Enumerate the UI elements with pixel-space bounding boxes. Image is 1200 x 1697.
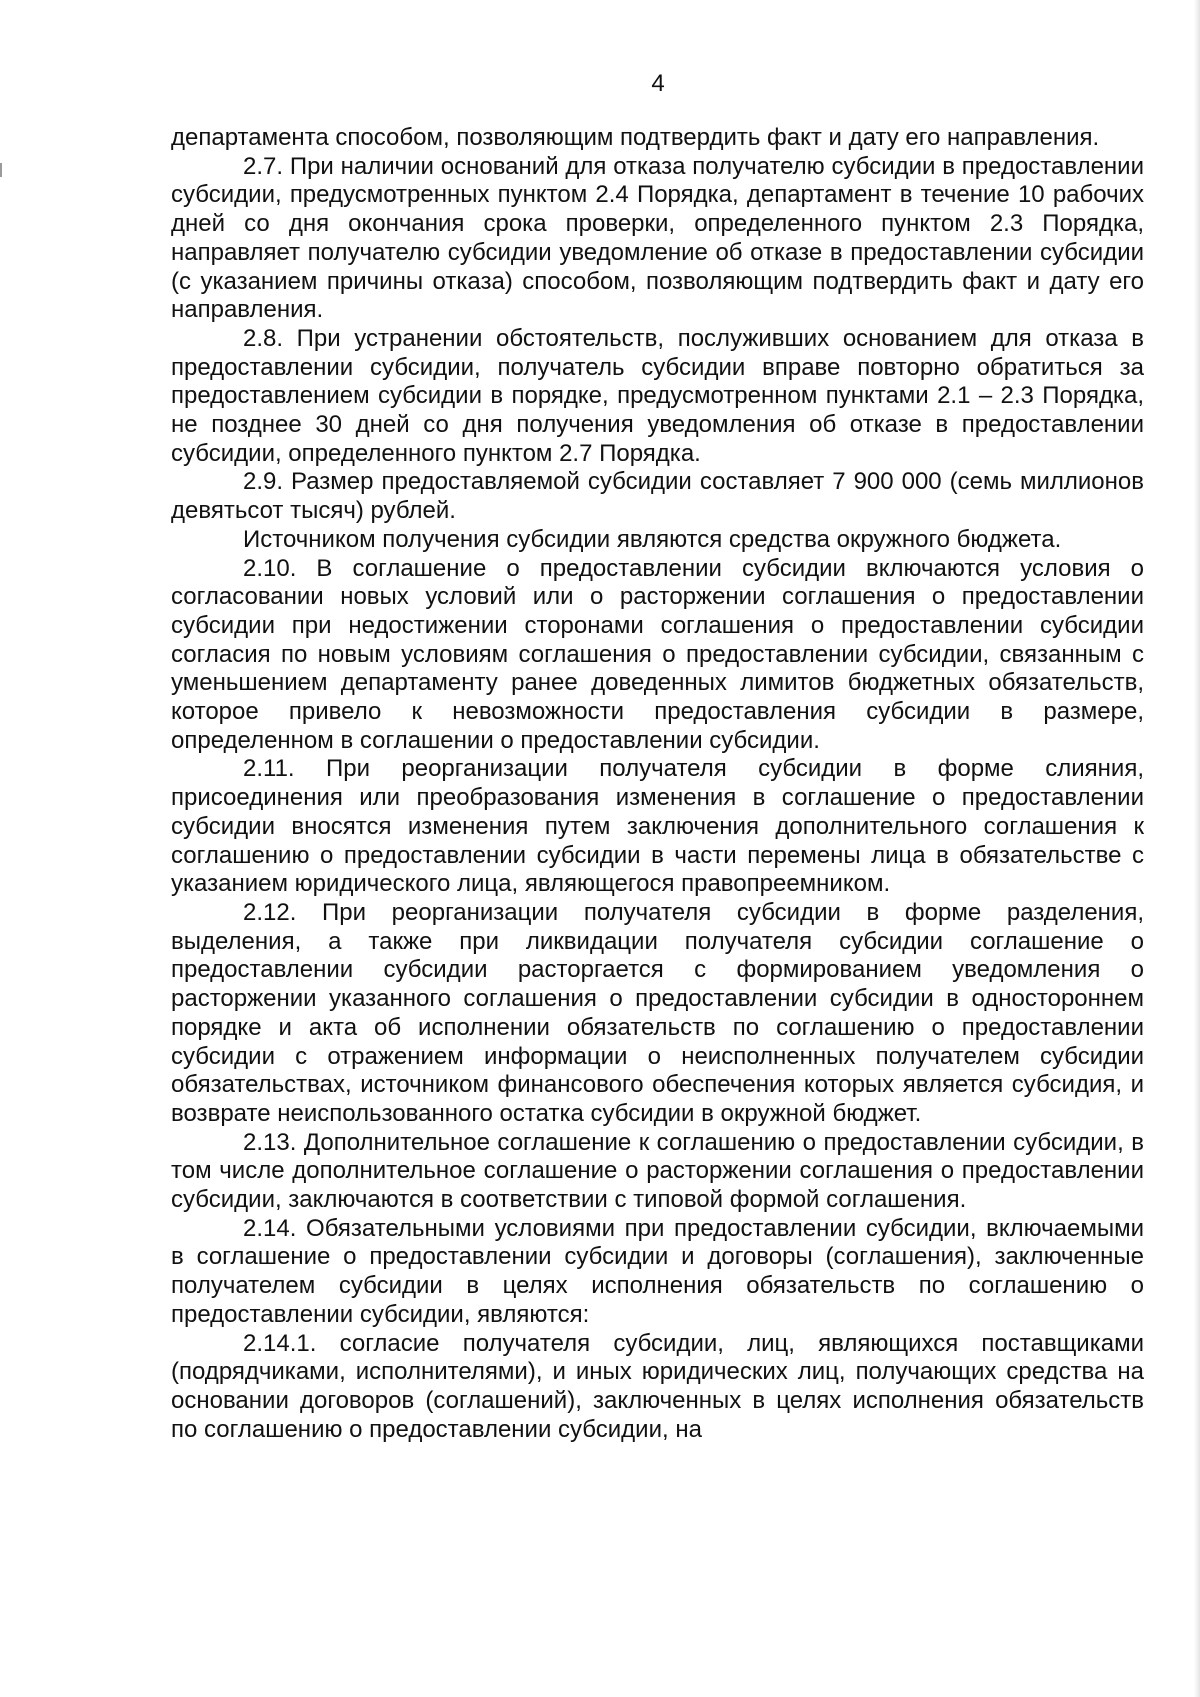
paragraph-2-7: 2.7. При наличии оснований для отказа получателю субсидии в предоставлении субсидии, предусмотренных пунктом 2.4 Порядка, департамент в течение 10 рабочих дней со дня окончания срока проверки, определенного пунктом 2.3 Порядка, направляет получателю субсидии уведомление об отказе в предоставлении субсидии (с указанием причины отказа) способом, позволяющим подтвердить факт и дату его направления. xyxy=(171,152,1144,324)
paragraph-2-9: 2.9. Размер предоставляемой субсидии составляет 7 900 000 (семь миллионов девятьсот тысяч) рублей. xyxy=(171,468,1144,525)
page-number: 4 xyxy=(651,70,665,97)
scan-edge-mark xyxy=(0,163,2,177)
paragraph-2-8: 2.8. При устранении обстоятельств, послуживших основанием для отказа в предоставлении субсидии, получатель субсидии вправе повторно обратиться за предоставлением субсидии в порядке, предусмотренном пунктами 2.1 – 2.3 Порядка, не позднее 30 дней со дня получения уведомления об отказе в предоставлении субсидии, определенного пунктом 2.7 Порядка. xyxy=(171,324,1144,467)
paragraph-2-12: 2.12. При реорганизации получателя субсидии в форме разделения, выделения, а также при ликвидации получателя субсидии соглашение о предоставлении субсидии расторгается с формированием уведомления о расторжении указанного соглашения о предоставлении субсидии в одностороннем порядке и акта об исполнении обязательств по соглашению о предоставлении субсидии с отражением информации о неисполненных получателем субсидии обязательствах, источником финансового обеспечения которых является субсидия, и возврате неиспользованного остатка субсидии в окружной бюджет. xyxy=(171,898,1144,1127)
paragraph-2-14-1: 2.14.1. согласие получателя субсидии, лиц, являющихся поставщиками (подрядчиками, исполнителями), и иных юридических лиц, получающих средства на основании договоров (соглашений), заключенных в целях исполнения обязательств по соглашению о предоставлении субсидии, на xyxy=(171,1329,1144,1443)
paragraph-2-13: 2.13. Дополнительное соглашение к соглашению о предоставлении субсидии, в том числе дополнительное соглашение о расторжении соглашения о предоставлении субсидии, заключаются в соответствии с типовой формой соглашения. xyxy=(171,1128,1144,1214)
paragraph-2-14: 2.14. Обязательными условиями при предоставлении субсидии, включаемыми в соглашение о предоставлении субсидии и договоры (соглашения), заключенные получателем субсидии в целях исполнения обязательств по соглашению о предоставлении субсидии, являются: xyxy=(171,1214,1144,1328)
paragraph-funding-source: Источником получения субсидии являются средства окружного бюджета. xyxy=(243,525,1062,553)
page-edge-shadow xyxy=(1194,0,1200,1697)
paragraph-2-11: 2.11. При реорганизации получателя субсидии в форме слияния, присоединения или преобразования изменения в соглашение о предоставлении субсидии вносятся изменения путем заключения дополнительного соглашения к соглашению о предоставлении субсидии в части перемены лица в обязательстве с указанием юридического лица, являющегося правопреемником. xyxy=(171,755,1144,898)
paragraph-2-10: 2.10. В соглашение о предоставлении субсидии включаются условия о согласовании новых условий или о расторжении соглашения о предоставлении субсидии при недостижении сторонами соглашения о предоставлении субсидии согласия по новым условиям соглашения о предоставлении субсидии, связанным с уменьшением департаменту ранее доведенных лимитов бюджетных обязательств, которое привело к невозможности предоставления субсидии в размере, определенном в соглашении о предоставлении субсидии. xyxy=(171,554,1144,754)
paragraph-continuation: департамента способом, позволяющим подтвердить факт и дату его направления. xyxy=(171,124,1100,151)
document-body xyxy=(171,124,1144,1444)
